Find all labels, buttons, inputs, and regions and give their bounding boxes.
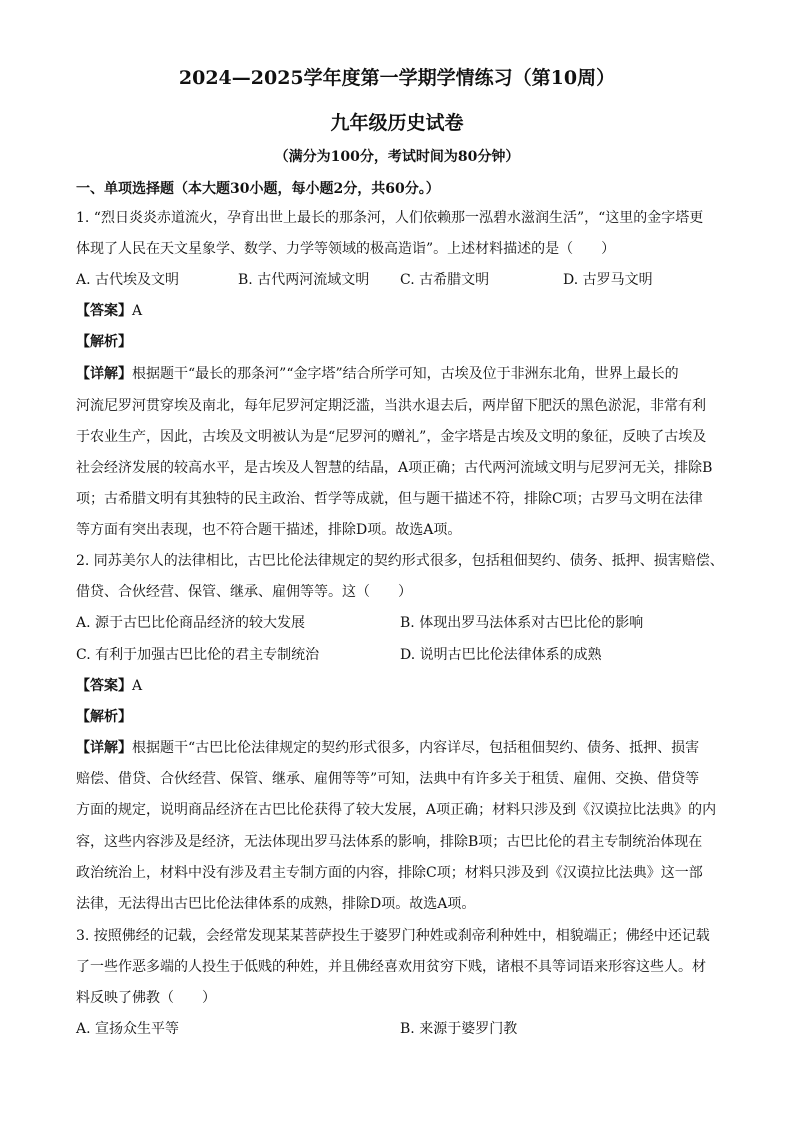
q2-answer-value: A — [132, 678, 143, 694]
q2-detail-text-1: 根据题干“古巴比伦法律规定的契约形式很多，内容详尽，包括租佃契约、债务、抵押、损害 — [132, 740, 700, 756]
q2-answer — [76, 676, 142, 696]
q1-detail-line-4: 社会经济发展的较高水平，是古埃及人智慧的结晶，A项正确；古代两河流域文明与尼罗河无关，排除B — [76, 460, 713, 476]
q2-option-a: A. 源于古巴比伦商品经济的较大发展 — [76, 615, 306, 631]
q2-detail-line-3: 方面的规定，说明商品经济在古巴比伦获得了较大发展，A项正确；材料只涉及到《汉谟拉比法典》的内 — [76, 802, 717, 818]
q1-detail-line-1 — [76, 364, 679, 384]
q1-option-a: A. 古代埃及文明 — [76, 272, 180, 288]
q1-detail-line-5: 项；古希腊文明有其独特的民主政治、哲学等成就，但与题干描述不符，排除C项；古罗马文明在法律 — [76, 491, 703, 507]
q1-stem-line-2: 体现了人民在天文星象学、数学、力学等领域的极高造诣”。上述材料描述的是（ ） — [76, 241, 616, 257]
q2-detail-line-6: 法律，无法得出古巴比伦法律体系的成熟，排除D项。故选A项。 — [76, 896, 476, 912]
exam-note: （满分为100分，考试时间为80分钟） — [274, 149, 520, 165]
q1-stem-line-1: 1. “烈日炎炎赤道流火，孕育出世上最长的那条河，人们依赖那一泓碧水滋润生活”，“这里的金字塔更 — [76, 210, 704, 226]
q1-option-c: C. 古希腊文明 — [400, 272, 490, 288]
q2-detail-line-1 — [76, 738, 699, 758]
q2-option-d: D. 说明古巴比伦法律体系的成熟 — [400, 647, 602, 663]
q3-option-b: B. 来源于婆罗门教 — [400, 1021, 518, 1037]
q1-detail-line-3: 于农业生产，因此，古埃及文明被认为是“尼罗河的赠礼”，金字塔是古埃及文明的象征，反映了古埃及 — [76, 429, 707, 445]
q2-option-b: B. 体现出罗马法体系对古巴比伦的影响 — [400, 615, 644, 631]
exam-subtitle: 九年级历史试卷 — [330, 112, 464, 134]
q3-stem-line-1: 3. 按照佛经的记载，会经常发现某某菩萨投生于婆罗门种姓或刹帝利种姓中，相貌端正；佛经中还记载 — [76, 928, 710, 944]
q2-detail-line-2: 赔偿、借贷、合伙经营、保管、继承、雇佣等等”可知，法典中有许多关于租赁、雇佣、交换、借贷等 — [76, 771, 700, 787]
q3-stem-line-2: 了一些作恶多端的人投生于低贱的种姓，并且佛经喜欢用贫穷下贱，诸根不具等词语来形容这些人。材 — [76, 959, 706, 975]
section-heading: 一、单项选择题（本大题30小题，每小题2分，共60分。） — [76, 181, 440, 197]
q1-analysis-tag: 【解析】 — [76, 334, 132, 350]
exam-title: 2024—2025学年度第一学期学情练习（第10周） — [178, 67, 616, 89]
q1-answer-value: A — [132, 303, 143, 319]
q1-answer-tag: 【答案】 — [76, 303, 132, 319]
q1-detail-text-1: 根据题干“最长的那条河”“金字塔”结合所学可知，古埃及位于非洲东北角，世界上最长的 — [132, 366, 679, 382]
q3-option-a: A. 宣扬众生平等 — [76, 1021, 180, 1037]
q3-stem-line-3: 料反映了佛教（ ） — [76, 990, 216, 1006]
q1-detail-tag: 【详解】 — [76, 366, 132, 382]
q2-option-c: C. 有利于加强古巴比伦的君主专制统治 — [76, 647, 320, 663]
q2-detail-line-5: 政治统治上，材料中没有涉及君主专制方面的内容，排除C项；材料只涉及到《汉谟拉比法典》这一部 — [76, 865, 703, 881]
q2-detail-line-4: 容，这些内容涉及是经济，无法体现出罗马法体系的影响，排除B项；古巴比伦的君主专制统治体现在 — [76, 834, 703, 850]
q2-stem-line-2: 借贷、合伙经营、保管、继承、雇佣等等。这（ ） — [76, 584, 412, 600]
q1-answer — [76, 301, 142, 321]
q1-option-d: D. 古罗马文明 — [563, 272, 653, 288]
q2-analysis-tag: 【解析】 — [76, 709, 132, 725]
q2-answer-tag: 【答案】 — [76, 678, 132, 694]
q2-detail-tag: 【详解】 — [76, 740, 132, 756]
q1-option-b: B. 古代两河流域文明 — [238, 272, 370, 288]
q1-detail-line-2: 河流尼罗河贯穿埃及南北，每年尼罗河定期泛滥，当洪水退去后，两岸留下肥沃的黑色淤泥，非常有利 — [76, 398, 706, 414]
q1-detail-line-6: 等方面有突出表现，也不符合题干描述，排除D项。故选A项。 — [76, 522, 462, 538]
q2-stem-line-1: 2. 同苏美尔人的法律相比，古巴比伦法律规定的契约形式很多，包括租佃契约、债务、抵押、损害赔偿、 — [76, 553, 724, 569]
